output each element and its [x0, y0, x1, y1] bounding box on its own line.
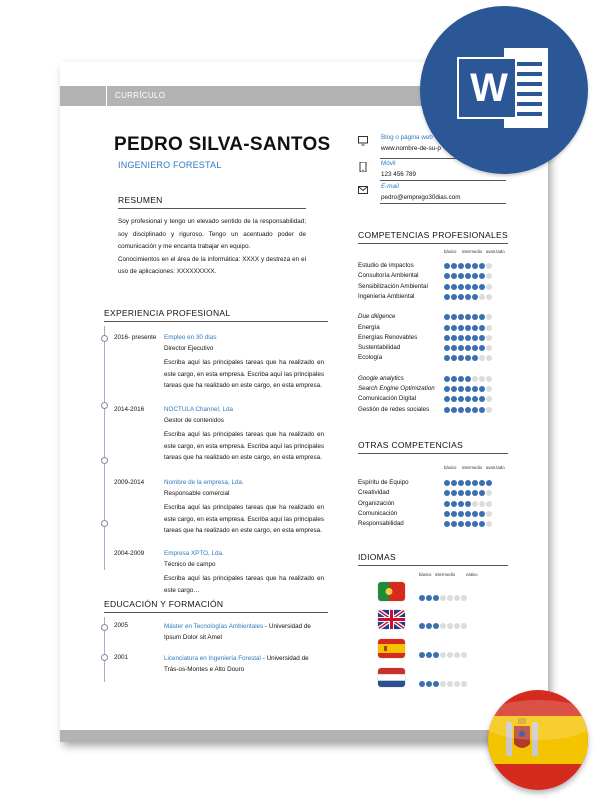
filled-dot [465, 345, 471, 351]
empty-dot [486, 396, 492, 402]
level-label: intermedio [435, 572, 456, 577]
skill-row [358, 479, 510, 489]
skill-label: Ingeniería Ambiental [358, 292, 415, 300]
languages-divider [358, 565, 508, 566]
filled-dot [433, 595, 439, 601]
skill-label: Search Engine Optimization [358, 385, 435, 392]
skill-level-dots [444, 511, 493, 518]
filled-dot [458, 314, 464, 320]
job-company: Nombre de la empresa, Lda. [164, 479, 244, 486]
filled-dot [444, 284, 450, 290]
education-school: - Universidad de Ipsum Dolor sit Amet [164, 623, 311, 641]
empty-dot [479, 501, 485, 507]
filled-dot [472, 294, 478, 300]
timeline-dot [101, 457, 108, 464]
skill-label: Consultoría Ambiental [358, 272, 419, 280]
skill-row [358, 385, 510, 395]
skill-level-dots [444, 284, 493, 291]
education-divider [104, 612, 328, 613]
filled-dot [444, 511, 450, 517]
job-date: 2016- presente [114, 334, 157, 341]
education-entry [114, 654, 334, 676]
filled-dot [458, 480, 464, 486]
bottom-banner [60, 730, 548, 742]
level-label: básico [444, 249, 457, 254]
portugal-flag [378, 582, 405, 601]
filled-dot [465, 511, 471, 517]
filled-dot [479, 284, 485, 290]
empty-dot [486, 407, 492, 413]
empty-dot [486, 490, 492, 496]
skill-label: Espíritu de Equipo [358, 479, 409, 486]
filled-dot [458, 335, 464, 341]
filled-dot [458, 490, 464, 496]
filled-dot [458, 407, 464, 413]
other-skills-title: OTRAS COMPETENCIAS [358, 440, 464, 450]
filled-dot [465, 294, 471, 300]
contact-label: Móvil [381, 160, 396, 167]
skill-row [358, 520, 510, 530]
filled-dot [472, 284, 478, 290]
skill-row [358, 262, 510, 272]
skill-label: Comunicación Digital [358, 395, 417, 403]
filled-dot [479, 345, 485, 351]
filled-dot [458, 284, 464, 290]
skill-row [358, 324, 510, 334]
skill-row [358, 272, 510, 282]
skill-level-dots [444, 480, 493, 487]
filled-dot [458, 376, 464, 382]
filled-dot [486, 480, 492, 486]
filled-dot [458, 273, 464, 279]
level-label: intermedio [462, 465, 483, 470]
filled-dot [444, 490, 450, 496]
skill-level-dots [444, 273, 493, 280]
filled-dot [479, 386, 485, 392]
empty-dot [447, 652, 453, 658]
skill-label: Organización [358, 499, 395, 507]
empty-dot [461, 595, 467, 601]
filled-dot [472, 396, 478, 402]
filled-dot [451, 355, 457, 361]
empty-dot [479, 355, 485, 361]
filled-dot [479, 325, 485, 331]
skill-row [358, 500, 510, 510]
contact-value: www.nombre-de-su-p [381, 145, 441, 152]
filled-dot [451, 335, 457, 341]
other-skills-divider [358, 453, 508, 454]
skill-row [358, 344, 510, 354]
filled-dot [479, 273, 485, 279]
filled-dot [419, 652, 425, 658]
netherlands-flag [378, 668, 405, 687]
empty-dot [472, 501, 478, 507]
job-title: Técnico de campo [164, 561, 216, 568]
skill-label: Energía [358, 323, 380, 331]
empty-dot [454, 652, 460, 658]
timeline-dot [101, 624, 108, 631]
filled-dot [419, 623, 425, 629]
empty-dot [486, 273, 492, 279]
filled-dot [472, 407, 478, 413]
job-description: Escriba aquí las principales tareas que ha realizado en este cargo… [164, 575, 324, 594]
level-label: básico [444, 465, 457, 470]
filled-dot [458, 355, 464, 361]
filled-dot [451, 490, 457, 496]
empty-dot [447, 623, 453, 629]
skill-level-dots [444, 294, 493, 301]
empty-dot [472, 376, 478, 382]
empty-dot [486, 284, 492, 290]
skill-row [358, 283, 510, 293]
filled-dot [458, 294, 464, 300]
education-title: EDUCACIÓN Y FORMACIÓN [104, 599, 224, 609]
skill-label: Google analytics [358, 374, 404, 382]
filled-dot [465, 325, 471, 331]
skill-label: Sensibilización Ambiental [358, 282, 428, 290]
candidate-role: INGENIERO FORESTAL [118, 160, 222, 170]
skill-label: Due diligence [358, 313, 396, 321]
skill-row [358, 406, 510, 416]
contact-divider [380, 203, 506, 204]
filled-dot [458, 345, 464, 351]
education-course: Licenciatura en Ingeniería Forestal [164, 655, 261, 662]
phone-icon [358, 162, 368, 172]
monitor-icon [358, 136, 368, 146]
filled-dot [465, 480, 471, 486]
skill-level-dots [444, 335, 493, 342]
skill-level-dots [444, 521, 493, 528]
filled-dot [426, 681, 432, 687]
filled-dot [451, 376, 457, 382]
filled-dot [451, 294, 457, 300]
job-title: Responsable comercial [164, 490, 230, 497]
empty-dot [454, 623, 460, 629]
language-level-dots [419, 674, 468, 681]
skill-label: Energías Renovables [358, 333, 418, 341]
empty-dot [486, 355, 492, 361]
filled-dot [444, 325, 450, 331]
skill-level-dots [444, 396, 493, 403]
empty-dot [440, 652, 446, 658]
experience-divider [104, 321, 328, 322]
education-course: Máster en Tecnologías Ambientales [164, 623, 264, 630]
filled-dot [472, 325, 478, 331]
filled-dot [444, 345, 450, 351]
empty-dot [486, 501, 492, 507]
empty-dot [486, 325, 492, 331]
filled-dot [472, 355, 478, 361]
skill-label: Creatividad [358, 489, 390, 497]
filled-dot [465, 386, 471, 392]
uk-flag [378, 610, 405, 629]
education-entry [114, 622, 334, 644]
skill-label: Gestión de redes sociales [358, 405, 430, 413]
filled-dot [465, 501, 471, 507]
education-date: 2001 [114, 654, 129, 661]
job-date: 2014-2016 [114, 406, 145, 413]
empty-dot [479, 294, 485, 300]
filled-dot [479, 521, 485, 527]
job-description: Escriba aquí las principales tareas que ha realizado en este cargo, en esta empresa. Escriba aquí las principales tareas que ha realizado en este cargo, en esta empresa. [164, 359, 324, 389]
filled-dot [472, 511, 478, 517]
filled-dot [444, 386, 450, 392]
skill-level-dots [444, 345, 493, 352]
empty-dot [486, 511, 492, 517]
skill-row [358, 313, 510, 323]
skill-level-dots [444, 263, 493, 270]
job-company: NOCTULA Channel, Lda [164, 406, 233, 413]
filled-dot [458, 511, 464, 517]
filled-dot [451, 511, 457, 517]
skill-level-dots [444, 376, 493, 383]
skill-row [358, 354, 510, 364]
skill-label: Responsabilidad [358, 520, 404, 528]
filled-dot [451, 386, 457, 392]
professional-skills-title: COMPETENCIAS PROFESIONALES [358, 230, 508, 240]
summary-paragraph: Soy profesional y tengo un elevado sentido de la responsabilidad; soy disciplinado y riguroso. Tengo un acentuado poder de comunicación y me encanta trabajar en equipo. [118, 218, 306, 250]
education-date: 2005 [114, 622, 129, 629]
job-date: 2004-2009 [114, 550, 145, 557]
filled-dot [451, 501, 457, 507]
skill-label: Comunicación [358, 509, 398, 517]
filled-dot [458, 325, 464, 331]
candidate-name: PEDRO SILVA-SANTOS [114, 134, 331, 155]
job-entry [114, 479, 324, 543]
job-entry [114, 334, 324, 398]
empty-dot [486, 376, 492, 382]
filled-dot [451, 396, 457, 402]
filled-dot [479, 480, 485, 486]
level-label: nativo [466, 572, 478, 577]
skill-row [358, 293, 510, 303]
job-entry [114, 406, 324, 470]
level-label: avanzado [486, 465, 505, 470]
filled-dot [458, 386, 464, 392]
timeline-dot [101, 520, 108, 527]
empty-dot [486, 521, 492, 527]
filled-dot [472, 314, 478, 320]
filled-dot [451, 284, 457, 290]
empty-dot [440, 595, 446, 601]
filled-dot [419, 595, 425, 601]
filled-dot [465, 263, 471, 269]
contact-label: E-mail [381, 183, 399, 190]
skill-label: Sustentabilidad [358, 344, 401, 352]
contact-label: Blog o página web [381, 134, 433, 141]
empty-dot [479, 376, 485, 382]
experience-title: EXPERIENCIA PROFESIONAL [104, 308, 231, 318]
filled-dot [465, 396, 471, 402]
filled-dot [465, 521, 471, 527]
language-level-dots [419, 588, 468, 595]
empty-dot [447, 681, 453, 687]
skill-level-dots [444, 314, 493, 321]
job-title: Director Ejecutivo [164, 345, 214, 352]
filled-dot [472, 490, 478, 496]
filled-dot [451, 407, 457, 413]
contact-email [358, 183, 508, 205]
filled-dot [426, 623, 432, 629]
timeline-dot [101, 654, 108, 661]
level-label: básico [419, 572, 432, 577]
filled-dot [419, 681, 425, 687]
filled-dot [479, 407, 485, 413]
skill-row [358, 395, 510, 405]
filled-dot [472, 263, 478, 269]
filled-dot [444, 355, 450, 361]
empty-dot [486, 263, 492, 269]
filled-dot [444, 263, 450, 269]
filled-dot [451, 521, 457, 527]
empty-dot [440, 681, 446, 687]
empty-dot [486, 345, 492, 351]
spain-flag [378, 639, 405, 658]
empty-dot [461, 652, 467, 658]
empty-dot [486, 386, 492, 392]
contact-value: 123 456 789 [381, 171, 417, 178]
empty-dot [486, 294, 492, 300]
skill-row [358, 375, 510, 385]
filled-dot [451, 273, 457, 279]
filled-dot [472, 335, 478, 341]
filled-dot [444, 314, 450, 320]
filled-dot [433, 623, 439, 629]
summary-text [118, 216, 306, 279]
filled-dot [465, 407, 471, 413]
job-date: 2009-2014 [114, 479, 145, 486]
skill-level-dots [444, 407, 493, 414]
empty-dot [461, 681, 467, 687]
word-format-badge [420, 6, 588, 174]
filled-dot [444, 480, 450, 486]
filled-dot [479, 396, 485, 402]
languages-title: IDIOMAS [358, 552, 396, 562]
empty-dot [461, 623, 467, 629]
filled-dot [479, 490, 485, 496]
skill-row [358, 489, 510, 499]
job-company: Empresa XPTO, Lda. [164, 550, 224, 557]
filled-dot [465, 335, 471, 341]
email-icon [358, 185, 368, 195]
summary-title: RESUMEN [118, 195, 163, 205]
spain-flag-icon [488, 690, 588, 790]
word-letter: W [470, 66, 508, 110]
skill-label: Estudio de impactos [358, 262, 414, 269]
filled-dot [472, 386, 478, 392]
skill-level-dots [444, 355, 493, 362]
empty-dot [454, 595, 460, 601]
empty-dot [486, 335, 492, 341]
summary-paragraph: Conocimientos en el área de la informática: XXXX y destreza en el uso de aplicaciones: XXXXXXXXX. [118, 255, 306, 275]
filled-dot [465, 314, 471, 320]
contact-divider [380, 180, 506, 181]
filled-dot [472, 480, 478, 486]
filled-dot [451, 325, 457, 331]
skill-level-dots [444, 386, 493, 393]
job-title: Gestor de contenidos [164, 417, 224, 424]
filled-dot [465, 284, 471, 290]
skill-level-dots [444, 490, 493, 497]
job-company: Empleo en 30 días [164, 334, 217, 341]
professional-skills-divider [358, 243, 508, 244]
filled-dot [451, 314, 457, 320]
timeline-dot [101, 335, 108, 342]
empty-dot [440, 623, 446, 629]
filled-dot [433, 681, 439, 687]
filled-dot [444, 376, 450, 382]
filled-dot [472, 273, 478, 279]
filled-dot [465, 273, 471, 279]
filled-dot [458, 396, 464, 402]
banner-label: CURRÍCULO [106, 86, 165, 106]
language-level-dots [419, 645, 468, 652]
filled-dot [479, 335, 485, 341]
filled-dot [479, 314, 485, 320]
skill-level-dots [444, 501, 493, 508]
filled-dot [479, 263, 485, 269]
contact-value: pedro@emprego30dias.com [381, 194, 461, 201]
skill-row [358, 334, 510, 344]
empty-dot [486, 314, 492, 320]
filled-dot [472, 521, 478, 527]
skill-label: Ecología [358, 354, 383, 362]
filled-dot [444, 335, 450, 341]
filled-dot [444, 521, 450, 527]
filled-dot [451, 263, 457, 269]
filled-dot [426, 595, 432, 601]
filled-dot [444, 396, 450, 402]
filled-dot [444, 273, 450, 279]
skill-level-dots [444, 325, 493, 332]
filled-dot [465, 490, 471, 496]
filled-dot [444, 501, 450, 507]
filled-dot [472, 345, 478, 351]
level-label: avanzado [486, 249, 505, 254]
filled-dot [426, 652, 432, 658]
filled-dot [444, 407, 450, 413]
filled-dot [479, 511, 485, 517]
job-description: Escriba aquí las principales tareas que ha realizado en este cargo, en esta empresa. Escriba aquí las principales tareas que ha realizado en este cargo, en esta empresa. [164, 504, 324, 534]
filled-dot [451, 480, 457, 486]
filled-dot [451, 345, 457, 351]
empty-dot [447, 595, 453, 601]
summary-divider [118, 208, 306, 209]
experience-timeline [104, 326, 105, 570]
empty-dot [454, 681, 460, 687]
filled-dot [444, 294, 450, 300]
timeline-dot [101, 402, 108, 409]
filled-dot [465, 355, 471, 361]
filled-dot [458, 521, 464, 527]
level-label: intermedio [462, 249, 483, 254]
filled-dot [458, 263, 464, 269]
education-school: - Universidad de Trás-os-Montes e Alto Douro [164, 655, 309, 673]
job-description: Escriba aquí las principales tareas que ha realizado en este cargo, en esta empresa. Escriba aquí las principales tareas que ha realizado en este cargo, en esta empresa. [164, 431, 324, 461]
filled-dot [465, 376, 471, 382]
filled-dot [458, 501, 464, 507]
spain-language-badge [488, 690, 588, 790]
skill-row [358, 510, 510, 520]
filled-dot [433, 652, 439, 658]
job-entry [114, 550, 324, 594]
language-level-dots [419, 616, 468, 623]
